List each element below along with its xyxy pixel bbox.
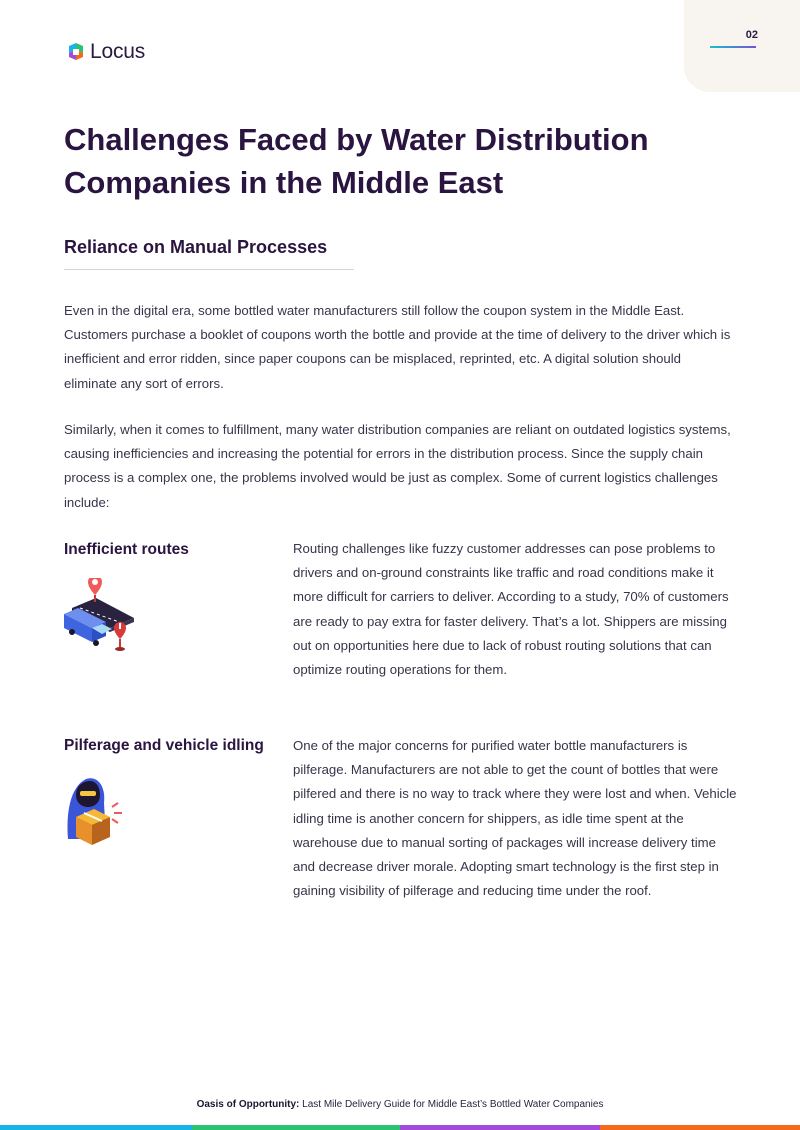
page-number-underline bbox=[710, 46, 756, 48]
footer-text: Last Mile Delivery Guide for Middle East’s Bottled Water Companies bbox=[299, 1099, 604, 1110]
delivery-truck-route-icon bbox=[62, 578, 140, 662]
footer-title: Oasis of Opportunity: bbox=[196, 1099, 300, 1110]
inefficient-routes-body: Routing challenges like fuzzy customer addresses can pose problems to drivers and on-ground constraints like traffic and road conditions make it more difficult for carriers to deliver. According to a study, 70% of customers are ready to pay extra for faster delivery. That’s a lot. Shippers are missing out on opportunities here due to lack of robust routing solutions that can optimize routing operations for them. bbox=[293, 541, 729, 678]
footer bbox=[0, 1099, 800, 1110]
inefficient-routes-heading: Inefficient routes bbox=[64, 541, 189, 558]
hooded-thief-package-icon bbox=[62, 773, 134, 853]
bottom-color-bar bbox=[0, 1125, 800, 1130]
pilferage-heading: Pilferage and vehicle idling bbox=[64, 737, 264, 754]
page-title: Challenges Faced by Water Distribution Companies in the Middle East bbox=[64, 122, 649, 200]
pilferage-body: One of the major concerns for purified water bottle manufacturers is pilferage. Manufacturers are not able to get the count of bottles that were pilfered and there is no way to track where they were lost and when. Vehicle idling time is another concern for shippers, as idle time spent at the warehouse due to manual sorting of packages will increase delivery time and decrease driver morale. Adopting smart technology is the first step in gaining visibility of pilferage and reducing time under the roof. bbox=[293, 738, 737, 899]
intro-paragraph: Even in the digital era, some bottled water manufacturers still follow the coupon system in the Middle East. Customers purchase a booklet of coupons worth the bottle and provide at the time of delivery to the driver which is inefficient and error ridden, since paper coupons can be misplaced, reprinted, etc. A digital solution should eliminate any sort of errors. bbox=[64, 303, 731, 391]
locus-logo bbox=[66, 40, 145, 64]
logistics-paragraph: Similarly, when it comes to fulfillment, many water distribution companies are reliant on outdated logistics systems, causing inefficiencies and increasing the potential for errors in the distribution process. Since the supply chain process is a complex one, the problems involved would be just as complex. Some of current logistics challenges include: bbox=[64, 422, 731, 510]
subtitle-divider bbox=[64, 269, 354, 270]
locus-logo-icon bbox=[66, 41, 86, 63]
logo-text: Locus bbox=[90, 40, 146, 63]
page-number: 02 bbox=[745, 29, 758, 41]
section-subtitle: Reliance on Manual Processes bbox=[64, 237, 328, 257]
